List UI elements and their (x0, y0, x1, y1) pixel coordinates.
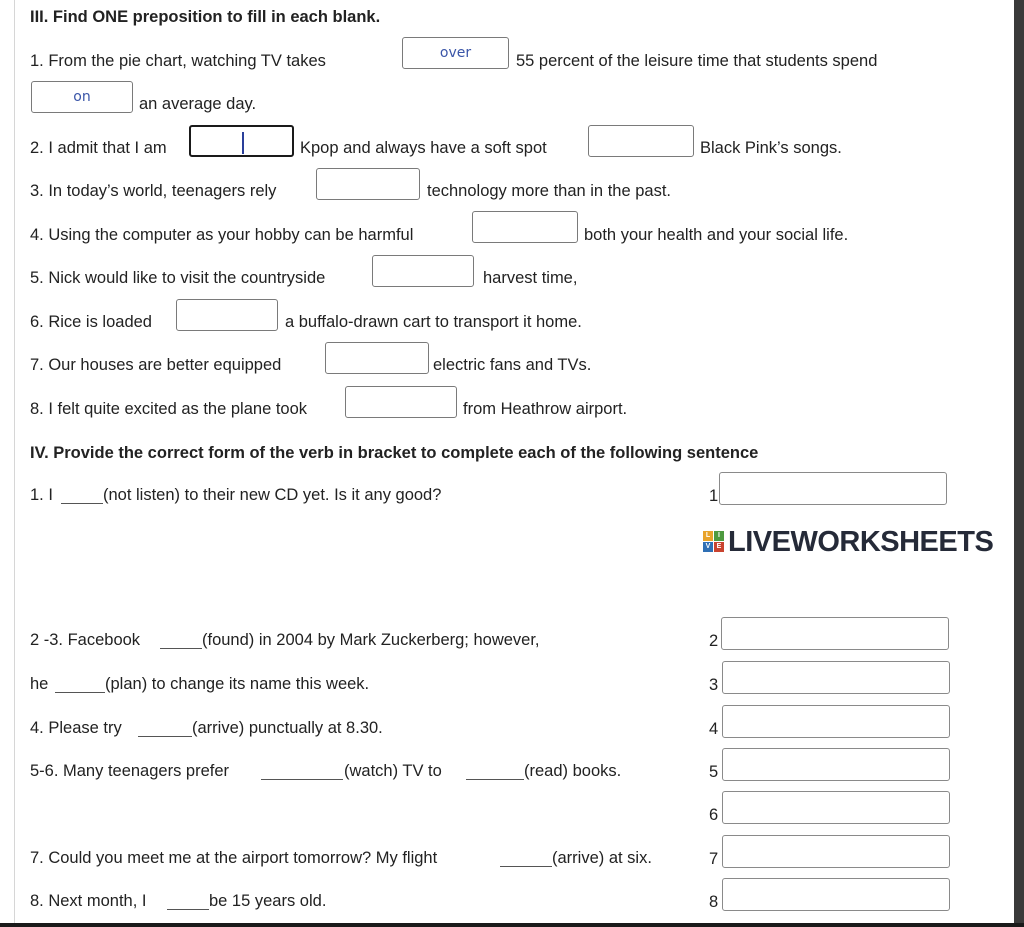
q3-blank[interactable] (316, 168, 420, 200)
page-edge (14, 0, 15, 927)
q1-text-middle: 55 percent of the leisure time that students spend (516, 52, 878, 70)
q5-text-start: 5. Nick would like to visit the countryside (30, 269, 326, 287)
s5-underline-2 (466, 779, 524, 780)
q8-text-end: from Heathrow airport. (463, 400, 628, 418)
s8-text-start: 8. Next month, I (30, 892, 147, 910)
scroll-edge (1014, 0, 1024, 927)
s5-underline-1 (261, 779, 343, 780)
q7-text-end: electric fans and TVs. (433, 356, 592, 374)
s3-underline (55, 692, 105, 693)
q5-text-end: harvest time, (483, 269, 578, 287)
answer-box-2[interactable] (721, 617, 949, 650)
answer-number-6: 6 (709, 806, 719, 824)
s5-text-start: 5-6. Many teenagers prefer (30, 762, 230, 780)
q1-blank-1[interactable] (402, 37, 509, 69)
q2-text-middle: Kpop and always have a soft spot (300, 139, 547, 157)
q4-text-end: both your health and your social life. (584, 226, 849, 244)
s5-text-end: (read) books. (524, 762, 622, 780)
logo-mark-icon: L I V E (703, 531, 725, 553)
q2-blank-2[interactable] (588, 125, 694, 157)
q6-text-end: a buffalo-drawn cart to transport it home. (285, 313, 582, 331)
answer-number-4: 4 (709, 720, 719, 738)
q3-text-start: 3. In today’s world, teenagers rely (30, 182, 277, 200)
answer-box-1[interactable] (719, 472, 947, 505)
s2-underline (160, 648, 202, 649)
q2-text-start: 2. I admit that I am (30, 139, 167, 157)
answer-box-6[interactable] (722, 791, 950, 824)
q6-blank[interactable] (176, 299, 278, 331)
q7-blank[interactable] (325, 342, 429, 374)
q3-text-end: technology more than in the past. (427, 182, 671, 200)
answer-box-5[interactable] (722, 748, 950, 781)
answer-box-7[interactable] (722, 835, 950, 868)
q1-blank-2[interactable] (31, 81, 133, 113)
q8-text-start: 8. I felt quite excited as the plane took (30, 400, 308, 418)
logo-text: LIVEWORKSHEETS (728, 526, 994, 558)
section-4-title: IV. Provide the correct form of the verb in bracket to complete each of the following sentence (30, 444, 759, 462)
q1-text-end: an average day. (139, 95, 257, 113)
q5-blank[interactable] (372, 255, 474, 287)
s5-text-middle: (watch) TV to (344, 762, 442, 780)
s7-underline (500, 866, 552, 867)
q7-text-start: 7. Our houses are better equipped (30, 356, 282, 374)
q8-blank[interactable] (345, 386, 457, 418)
answer-number-3: 3 (709, 676, 719, 694)
q4-blank[interactable] (472, 211, 578, 243)
s4-underline (138, 736, 192, 737)
s1-underline (61, 503, 103, 504)
answer-number-2: 2 (709, 632, 719, 650)
answer-number-8: 8 (709, 893, 719, 911)
answer-box-4[interactable] (722, 705, 950, 738)
s1-text-start: 1. I (30, 486, 53, 504)
s2-text-end: (found) in 2004 by Mark Zuckerberg; however, (202, 631, 540, 649)
answer-number-5: 5 (709, 763, 719, 781)
s2-text-start: 2 -3. Facebook (30, 631, 141, 649)
s3-text-end: (plan) to change its name this week. (105, 675, 370, 693)
s8-underline (167, 909, 209, 910)
section-3-title: III. Find ONE preposition to fill in each blank. (30, 8, 381, 26)
s1-text-end: (not listen) to their new CD yet. Is it any good? (103, 486, 442, 504)
answer-box-3[interactable] (722, 661, 950, 694)
s4-text-start: 4. Please try (30, 719, 122, 737)
q2-text-end: Black Pink’s songs. (700, 139, 842, 157)
bottom-edge (0, 923, 1024, 927)
s7-text-end: (arrive) at six. (552, 849, 652, 867)
s4-text-end: (arrive) punctually at 8.30. (192, 719, 383, 737)
q1-text-start: 1. From the pie chart, watching TV takes (30, 52, 326, 70)
s8-text-end: be 15 years old. (209, 892, 327, 910)
s7-text-start: 7. Could you meet me at the airport tomorrow? My flight (30, 849, 438, 867)
s3-text-start: he (30, 675, 49, 693)
text-caret (242, 132, 244, 154)
q4-text-start: 4. Using the computer as your hobby can be harmful (30, 226, 414, 244)
q2-blank-1[interactable] (189, 125, 294, 157)
answer-number-1: 1 (709, 487, 719, 505)
answer-number-7: 7 (709, 850, 719, 868)
answer-box-8[interactable] (722, 878, 950, 911)
q6-text-start: 6. Rice is loaded (30, 313, 152, 331)
